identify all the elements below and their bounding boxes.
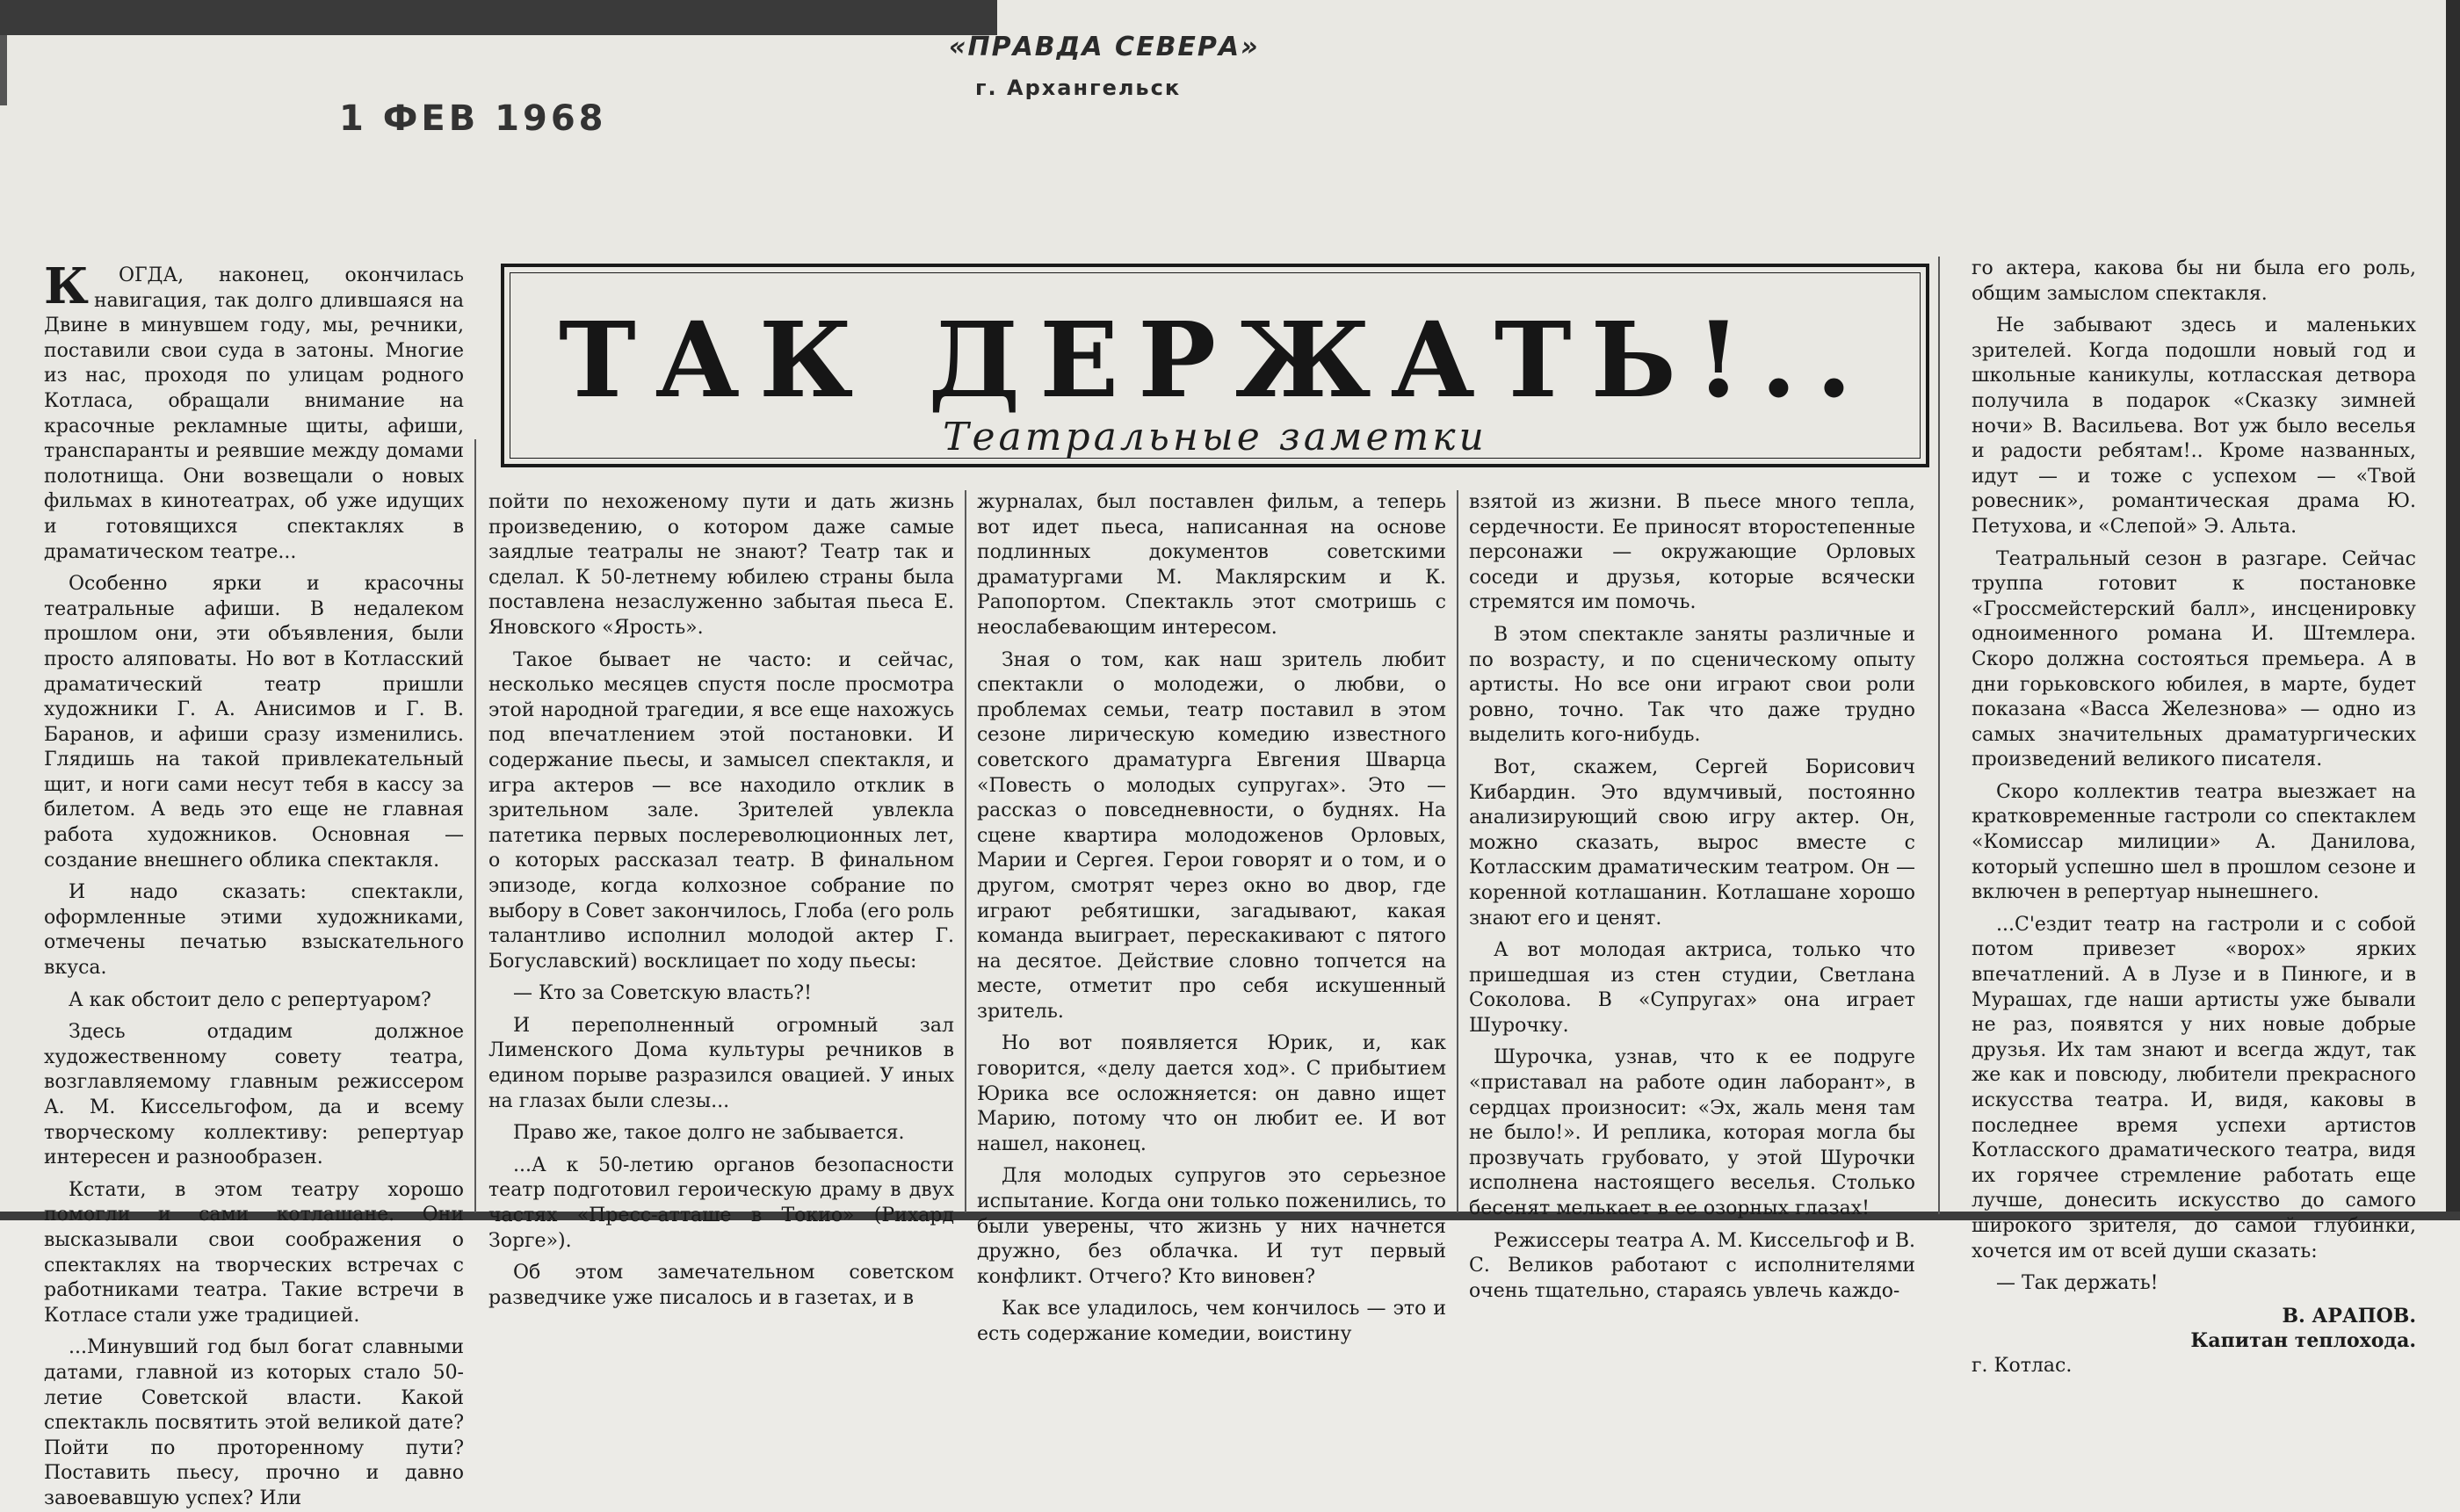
paragraph: Скоро коллектив театра выезжает на кратковременные гастроли со спектаклем «Комиссар милиции» А. Данилова, который успешно шел в прошлом сезоне и включен в репертуар нынешнего. [1972, 780, 2416, 904]
city-stamp: г. Архангельск [975, 76, 1182, 100]
column-rule [1938, 257, 1940, 1214]
paragraph-text: ОГДА, наконец, окончилась навигация, так долго длившаяся на Двине в минувшем году, мы, речники, поставили свои суда в затоны. Многие из нас, проходя по улицам родного Котласа, обращали внимание на красочные рекламные щиты, афиши, транспаранты и реявшие между домами полотнища. Они возвещали о новых фильмах в кинотеатрах, об уже идущих и готовящихся спектаклях в драматическом театре... [44, 264, 464, 563]
column-rule [1457, 490, 1458, 1212]
scan-edge-right [2446, 0, 2460, 1220]
paragraph: Как все уладилось, чем кончилось — это и есть содержание комедии, воистину [977, 1298, 1446, 1345]
paragraph: — Кто за Советскую власть?! [513, 982, 812, 1005]
author-name: В. АРАПОВ. [2282, 1304, 2416, 1328]
paragraph: Шурочка, узнав, что к ее подруге «приставал на работе один лаборант», в сердцах произносит: «Эх, жаль меня там не было!». И реплика, которая могла бы прозвучать грубовато, у этой Шурочки исполнена настоящего веселья. Столько бесенят мелькает в ее озорных глазах! [1469, 1046, 1915, 1220]
article-column-4 [1469, 490, 1915, 1302]
column-rule [474, 439, 476, 1212]
paragraph: Зная о том, как наш зритель любит спектакли о молодежи, о любви, о проблемах семьи, театр поставил в этом сезоне лирическую комедию известного советского драматурга Евгения Шварца «Повесть о молодых супругах». Это — рассказ о повседневности, о буднях. На сцене квартира молодоженов Орловых, Марии и Сергея. Герои говорят и о том, и о другом, смотрят через окно во двор, где играют ребятишки, загадывают, какая команда выиграет, перескакивают с пятого на десятое. Действие словно топчется на месте, отметит про себя искушенный зритель. [977, 648, 1446, 1023]
subheadline-wrap [501, 0, 1929, 492]
paragraph: — Так держать! [1996, 1272, 2159, 1295]
paragraph: Об этом замечательном советском разведчике уже писалось и в газетах, и в [488, 1262, 954, 1309]
paragraph: ...А к 50-летию органов безопасности театр подготовил героическую драму в двух частях «Пресс-атташе в Токио» (Рихард Зорге»). [488, 1154, 954, 1252]
author-title: Капитан теплохода. [2190, 1329, 2416, 1353]
article-column-5 [1972, 257, 2416, 1377]
paragraph: Но вот появляется Юрик, и, как говорится, «делу дается ход». С прибытием Юрика все осложняется: он давно ищет Марию, потому что он любит ее. И вот нашел, наконец. [977, 1032, 1446, 1155]
paragraph: Театральный сезон в разгаре. Сейчас труппа готовит к постановке «Гроссмейстерский балл», инсценировку одноименного романа И. Штемлера. Скоро должна состояться премьера. А в дни горьковского юбилея, в марте, будет показана «Васса Железнова» — одно из самых значительных драматургических произведений великого писателя. [1972, 547, 2416, 771]
subheadline: Театральные заметки [943, 415, 1487, 459]
publication-stamp: «ПРАВДА СЕВЕРА» [949, 32, 1260, 62]
article-column-1 [44, 257, 464, 1509]
paragraph: ...С'ездит театр на гастроли и с собой потом привезет «ворох» ярких впечатлений. А в Лузе и в Пинюге, и в Мурашах, где наши артисты уже бывали не раз, появятся у них новые добрые друзья. Их там знают и всегда ждут, так же как и повсюду, любители прекрасного искусства театра. И, видя, каковы в последнее время успехи артистов Котласского драматического театра, видя их горячее стремление работать еще лучше, донесить искусство до самого широкого зрителя, до самой глубинки, хочется им от всей души сказать: [1972, 913, 2416, 1262]
paragraph: Для молодых супругов это серьезное испытание. Когда они только поженились, то были уверены, что жизнь у них начнется дружно, без облачка. И тут первый конфликт. Отчего? Кто виновен? [977, 1165, 1446, 1288]
paragraph: Не забывают здесь и маленьких зрителей. Когда подошли новый год и школьные каникулы, котласская детвора получила в подарок «Сказку зимней ночи» В. Васильева. Вот уж было веселья и радости ребятам!.. Кроме названных, идут — и тоже с успехом — «Твой ровесник», романтическая драма Ю. Петухова, и «Слепой» Э. Альта. [1972, 315, 2416, 538]
paragraph: В этом спектакле заняты различные и по возрасту, и по сценическому опыту артисты. Но все они играют свои роли ровно, точно. Так что даже трудно выделить кого-нибудь. [1469, 623, 1915, 747]
article-column-3 [977, 490, 1446, 1345]
paragraph: Особенно ярки и красочны театральные афиши. В недалеком прошлом они, эти объявления, были просто аляповаты. Но вот в Котласский драматический театр пришли художники Г. А. Анисимов и Г. В. Баранов, и афиши сразу изменились. Глядишь на такой привлекательный щит, и ноги сами несут тебя в кассу за билетом. А ведь это еще не главная работа художников. Основная — создание внешнего облика спектакля. [44, 573, 464, 872]
paragraph: журналах, был поставлен фильм, а теперь вот идет пьеса, написанная на основе подлинных документов советскими драматургами М. Маклярским и К. Рапопортом. Спектакль этот смотришь с неослабевающим интересом. [977, 491, 1446, 639]
drop-cap: К [44, 257, 89, 315]
paragraph: го актера, какова бы ни была его роль, общим замыслом спектакля. [1972, 257, 2416, 305]
scan-edge-left [0, 35, 7, 105]
paragraph: Право же, такое долго не забывается. [513, 1122, 905, 1145]
column-rule [965, 490, 966, 1212]
paragraph [44, 257, 464, 565]
paragraph: взятой из жизни. В пьесе много тепла, сердечности. Ее приносят второстепенные персонажи — окружающие Орловых соседи и друзья, которые всячески стремятся им помочь. [1469, 491, 1915, 614]
paragraph: Здесь отдадим должное художественному совету театра, возглавляемому главным режиссером А. М. Киссельгофом, да и всему творческому коллективу: репертуар интересен и разнообразен. [44, 1021, 464, 1169]
paragraph: А как обстоит дело с репертуаром? [69, 988, 431, 1011]
paragraph: И переполненный огромный зал Лименского Дома культуры речников в едином порыве разразился овацией. У иных на глазах были слезы... [488, 1014, 954, 1112]
paragraph: Вот, скажем, Сергей Борисович Кибардин. Это вдумчивый, постоянно анализирующий свою игру актер. Он, можно сказать, вырос вместе с Котласским драматическим театром. Он — коренной котлашанин. Котлашане хорошо знают его и ценят. [1469, 756, 1915, 930]
date-stamp: 1 ФЕВ 1968 [339, 98, 607, 139]
dateline-place: г. Котлас. [1972, 1354, 2073, 1377]
paragraph: А вот молодая актриса, только что пришедшая из стен студии, Светлана Соколова. В «Супругах» она играет Шурочку. [1469, 939, 1915, 1037]
paragraph: пойти по нехоженому пути и дать жизнь произведению, о котором даже самые заядлые театралы не знают? Театр так и сделал. К 50-летнему юбилею страны была поставлена незаслуженно забытая пьеса Е. Яновского «Ярость». [488, 491, 954, 639]
paragraph: Режиссеры театра А. М. Киссельгоф и В. С. Великов работают с исполнителями очень тщательно, стараясь увлечь каждо- [1469, 1229, 1915, 1302]
paragraph: ...Минувший год был богат славными датами, главной из которых стало 50-летие Советской власти. Какой спектакль посвятить этой великой дате? Пойти по проторенному пути? Поставить пьесу, прочно и давно завоевавшую успех? Или [44, 1336, 464, 1509]
article-column-2 [488, 490, 954, 1309]
headline: ТАК ДЕРЖАТЬ!.. [559, 299, 1871, 421]
paragraph: Такое бывает не часто: и сейчас, несколько месяцев спустя после просмотра этой народной трагедии, я все еще нахожусь под впечатлением этой постановки. И содержание пьесы, и замысел спектакля, и игра актеров — все находило отклик в зрительном зале. Зрителей увлекла патетика первых послереволюционных лет, о которых рассказал театр. В финальном эпизоде, когда колхозное собрание по выбору в Совет закончилось, Глоба (его роль талантливо исполнил молодой актер Г. Богуславский) восклицает по ходу пьесы: [488, 648, 954, 973]
paragraph: И надо сказать: спектакли, оформленные этими художниками, отмечены печатью взыскательного вкуса. [44, 881, 464, 980]
paragraph: Кстати, в этом театру хорошо помогли и сами котлашане. Они высказывали свои соображения о спектаклях на творческих встречах с работниками театра. Такие встречи в Котласе стали уже традицией. [44, 1178, 464, 1327]
